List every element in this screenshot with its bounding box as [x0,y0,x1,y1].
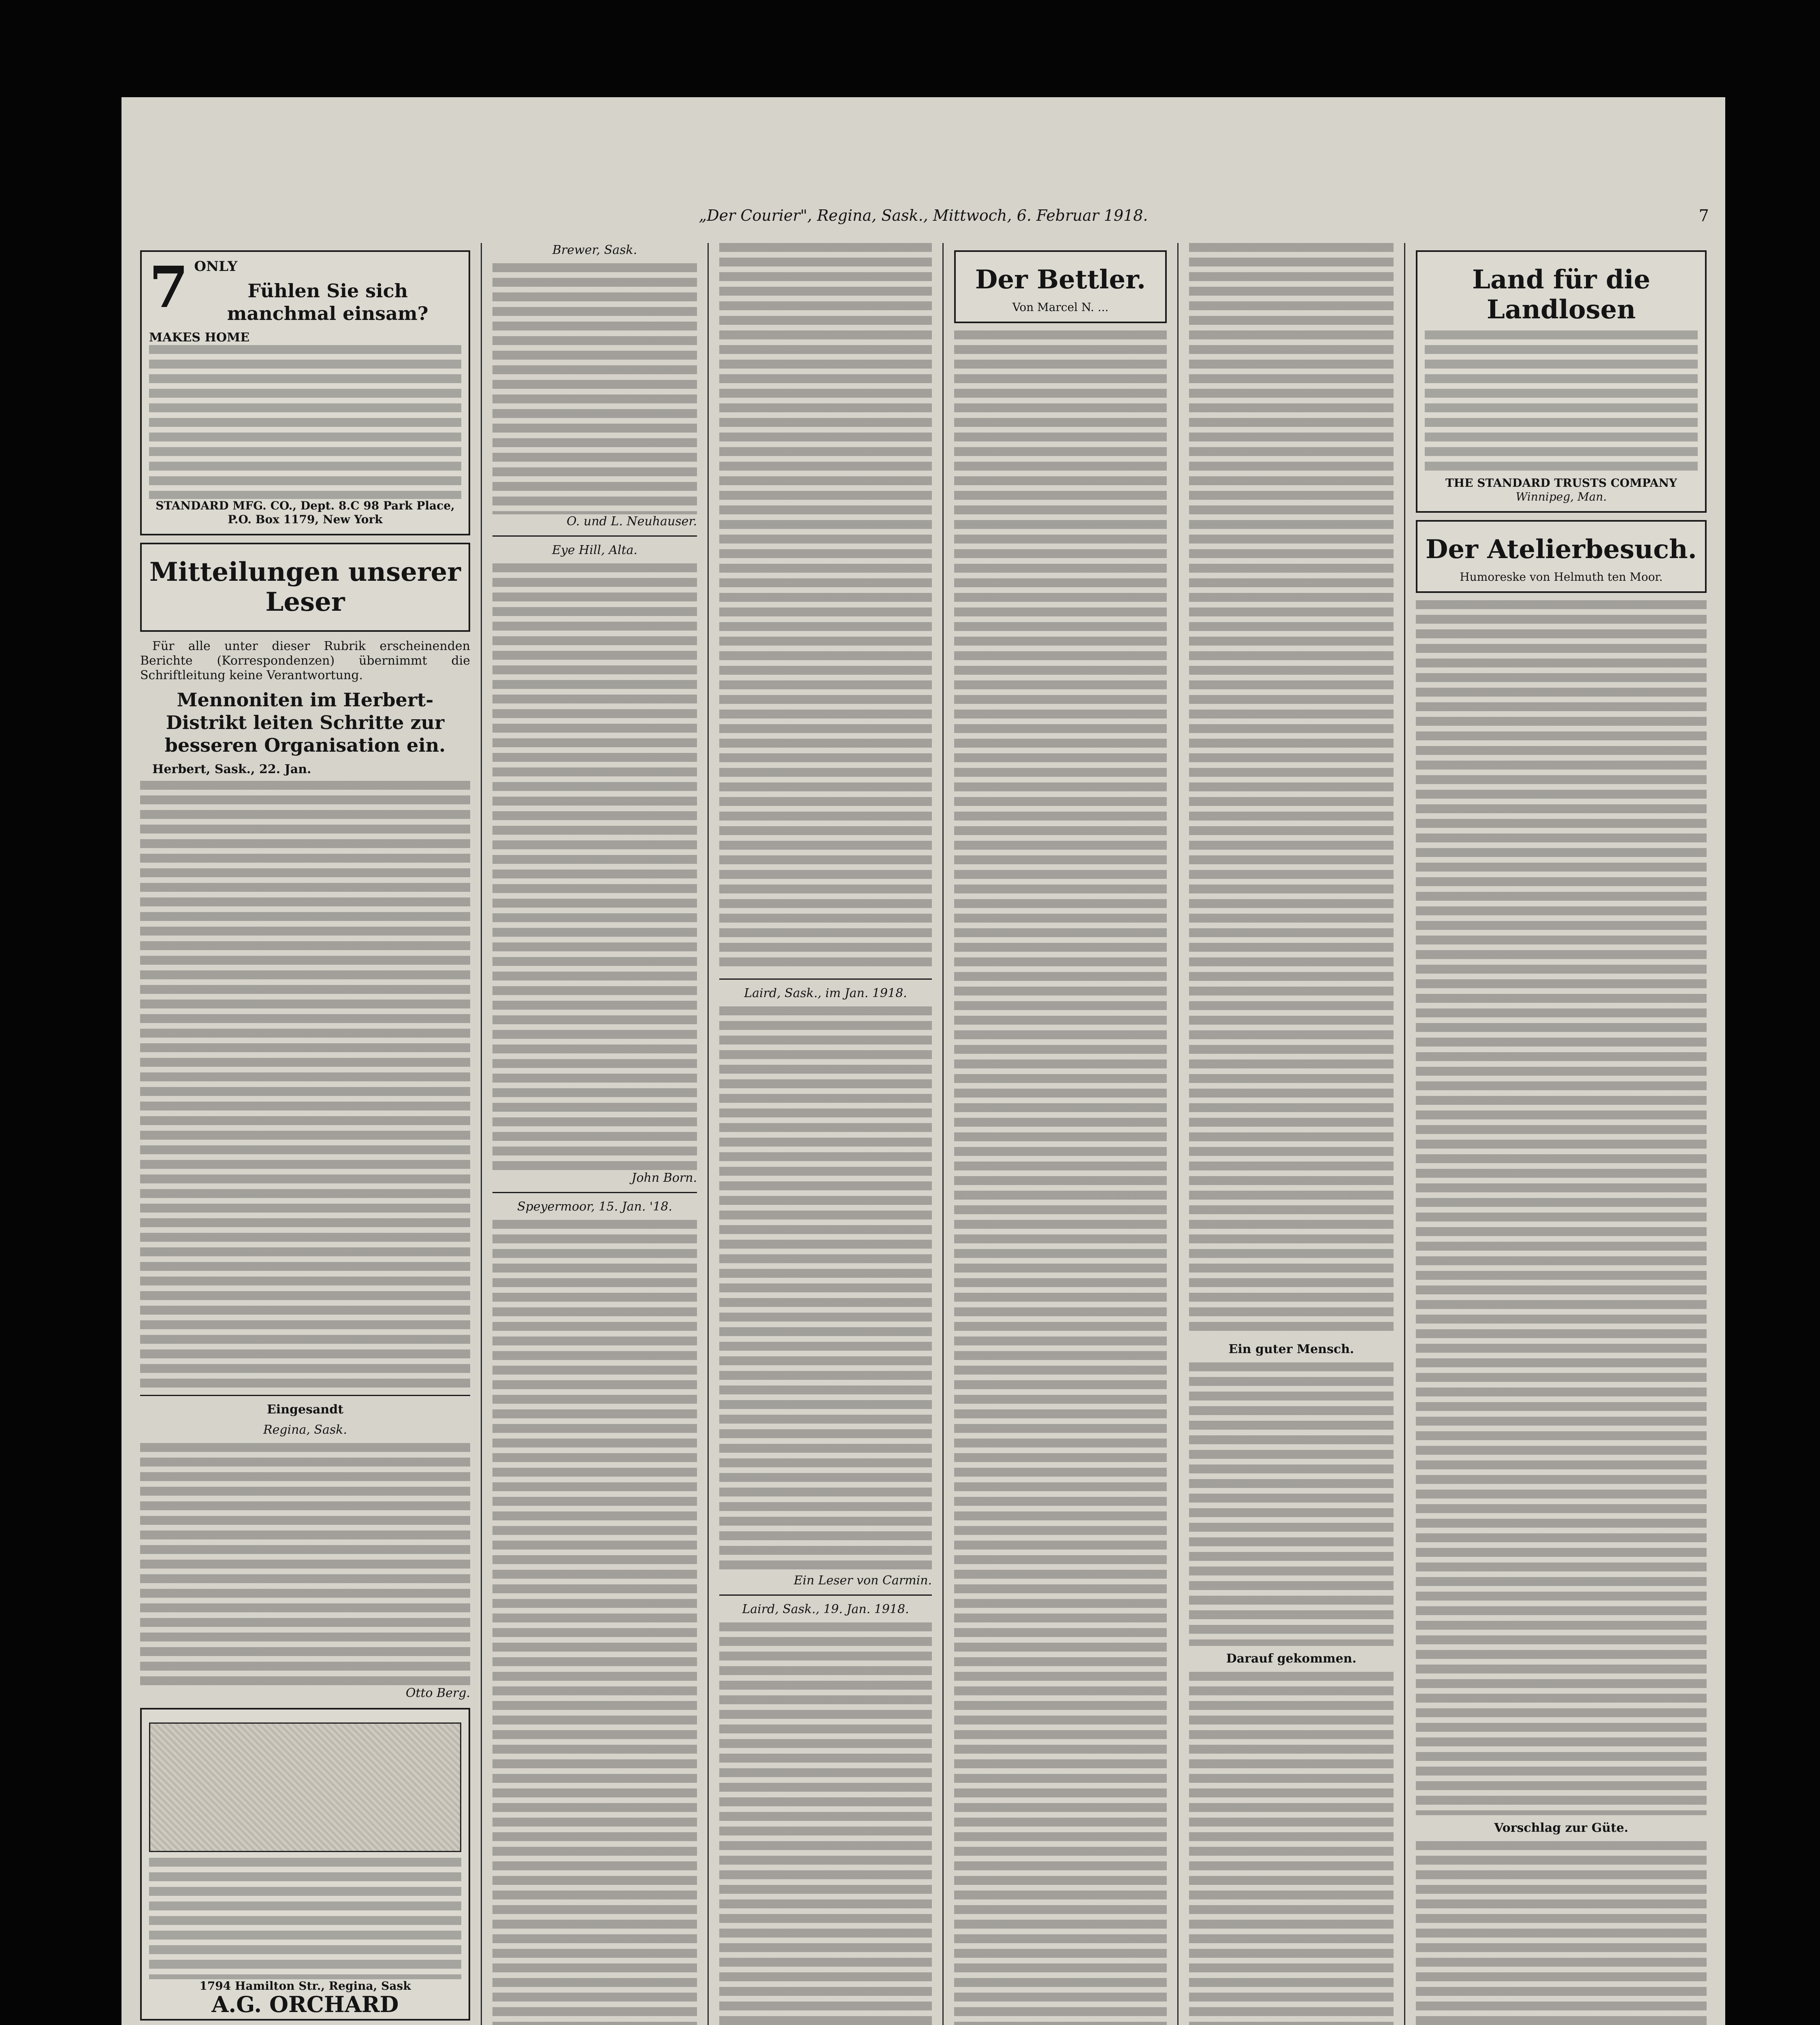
lead-note: Für alle unter dieser Rubrik erscheinenden Berichte (Korrespondenzen) übernimmt die Schriftleitung keine Verantwortung. [140,639,470,682]
letter-body-text [719,1006,932,1573]
land-ad-body-text [1425,330,1698,476]
letter-place: Eye Hill, Alta. [552,543,637,557]
story-author: Humoreske von Helmuth ten Moor. [1460,570,1663,584]
land-ad-title: Land für die Landlosen [1472,264,1650,325]
column-1 [130,243,482,2025]
letter-body-text [140,1443,470,1686]
land-ad-city: Winnipeg, Man. [1515,490,1607,503]
letter-body-text [719,1622,932,2025]
column-6 [1405,243,1717,2025]
article-headline: Mennoniten im Herbert-Distrikt leiten Schritte zur besseren Organisation ein. [164,689,446,756]
land-advertisement [1416,250,1707,513]
anecdote-body-text [1189,1672,1394,2025]
optician-address: 1794 Hamilton Str., Regina, Sask [199,1979,411,1993]
optician-ad-text [149,1858,461,1979]
divider [492,535,697,537]
story-body-text [1189,243,1394,1336]
letter-signature: John Born. [631,1171,697,1185]
optician-illustration [149,1722,461,1852]
story-body-text [954,330,1167,2025]
column-4 [944,243,1179,2025]
price-only-label: ONLY [194,258,238,275]
anecdote-body-text [1416,1841,1707,2025]
story-title-box [954,250,1167,323]
anecdote-heading: Darauf gekommen. [1226,1652,1357,1666]
story-title: Der Atelierbesuch. [1426,534,1697,565]
story-body-text [1416,600,1707,1815]
divider [140,1395,470,1396]
organ-advertisement [140,250,470,535]
letter-heading: Eingesandt [266,1403,344,1417]
column-2 [482,243,709,2025]
anecdote-body-text [1189,1362,1394,1646]
letter-body-text [492,563,697,1171]
anecdote-heading: Vorschlag zur Güte. [1494,1821,1628,1835]
article-body-text [140,781,470,1388]
letter-signature: Otto Berg. [405,1686,470,1700]
organ-maker-label: MAKES HOME [149,330,250,345]
newspaper-page [121,97,1725,2025]
divider [719,1594,932,1596]
letter-place: Regina, Sask. [263,1423,347,1437]
story-title-box [1416,520,1707,593]
optician-advertisement [140,1708,470,2021]
section-title: Mitteilungen unserer Leser [149,557,461,617]
letter-body-text [719,243,932,972]
section-heading-box [140,543,470,632]
column-5 [1179,243,1405,2025]
article-dateline: Herbert, Sask., 22. Jan. [152,762,311,776]
optician-name: A.G. ORCHARD [211,1991,399,2017]
organ-ad-headline: Fühlen Sie sich manchmal einsam? [227,280,428,324]
story-title: Der Bettler. [975,264,1146,295]
masthead-line: „Der Courier", Regina, Sask., Mittwoch, 6. Februar 1918. [699,207,1148,224]
price-tag: 7 [149,254,189,321]
page-header [121,207,1725,231]
letter-body-text [492,1220,697,2025]
letter-place: Speyermoor, 15. Jan. '18. [517,1200,672,1214]
letter-signature: Ein Leser von Carmin. [793,1573,932,1588]
column-3 [709,243,944,2025]
letter-signature: O. und L. Neuhauser. [567,514,697,529]
anecdote-heading: Ein guter Mensch. [1228,1342,1354,1356]
story-author: Von Marcel N. ... [1012,301,1109,314]
letter-place: Laird, Sask., 19. Jan. 1918. [742,1602,909,1616]
land-ad-company: THE STANDARD TRUSTS COMPANY [1445,476,1677,490]
letter-body-text [492,263,697,514]
letter-place: Laird, Sask., im Jan. 1918. [744,986,907,1000]
letter-place: Brewer, Sask. [552,243,637,257]
organ-ad-body-text [149,345,461,499]
divider [719,978,932,980]
page-number: 7 [1699,207,1709,225]
divider [492,1192,697,1193]
organ-ad-address: STANDARD MFG. CO., Dept. 8.C 98 Park Place, P.O. Box 1179, New York [156,499,455,526]
